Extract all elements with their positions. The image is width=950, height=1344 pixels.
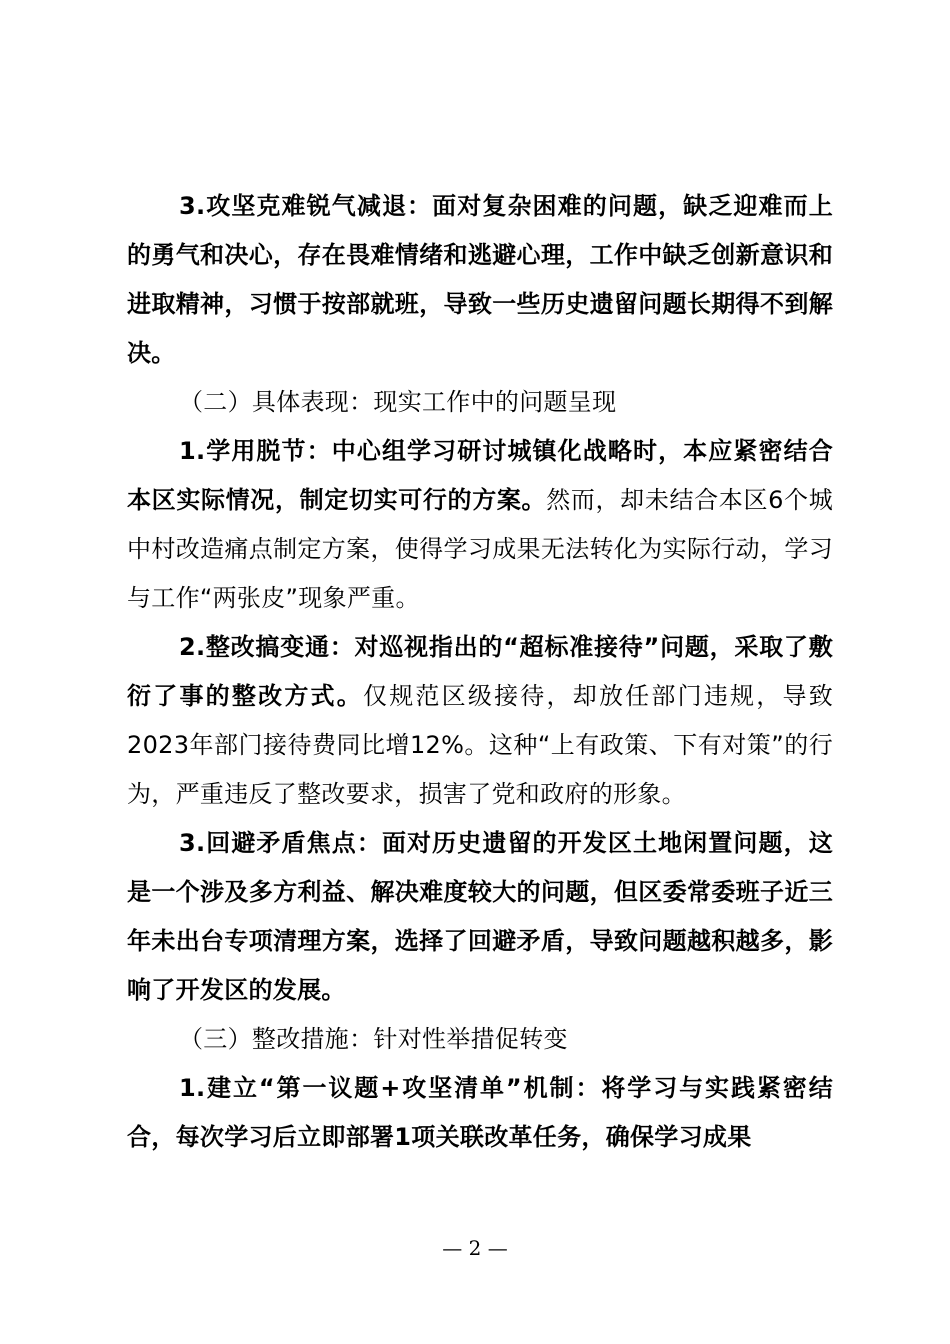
- paragraph-lead-bold: 1.学用脱节：中心组学习研讨城镇化战略时，本应紧密结合本区实际情况，制定切实可行的方案。: [127, 437, 833, 514]
- paragraph-body-text: 仅规范区级接待，却放任部门违规，导致2023年部门接待费同比增12%。这种“上有政策、下有对策”的行为，严重违反了整改要求，损害了党和政府的形象。: [127, 682, 834, 808]
- paragraph-body-text: 然而，却未结合本区6个城中村改造痛点制定方案，使得学习成果无法转化为实际行动，学习与工作“两张皮”现象严重。: [127, 486, 833, 612]
- paragraph-manifestation-1: [127, 427, 833, 623]
- page-number: — 2 —: [442, 1236, 508, 1260]
- paragraph-manifestation-3: 3.回避矛盾焦点：面对历史遗留的开发区土地闲置问题，这是一个涉及多方利益、解决难度较大的问题，但区委常委班子近三年未出台专项清理方案，选择了回避矛盾，导致问题越积越多，影响了开发区的发展。: [127, 829, 833, 1004]
- paragraph-problem-3: 3.攻坚克难锐气减退：面对复杂困难的问题，缺乏迎难而上的勇气和决心，存在畏难情绪和逃避心理，工作中缺乏创新意识和进取精神，习惯于按部就班，导致一些历史遗留问题长期得不到解决。: [127, 192, 833, 367]
- section-heading-3: （三）整改措施：针对性举措促转变: [179, 1025, 568, 1053]
- section-heading-2: （二）具体表现：现实工作中的问题呈现: [179, 388, 617, 416]
- paragraph-measure-1: 1.建立“第一议题+攻坚清单”机制：将学习与实践紧密结合，每次学习后立即部署1项关联改革任务，确保学习成果: [127, 1074, 833, 1151]
- paragraph-manifestation-2: [127, 623, 833, 819]
- document-body: [127, 182, 833, 1162]
- paragraph-lead-bold: 2.整改搞变通：对巡视指出的“超标准接待”问题，采取了敷衍了事的整改方式。: [127, 633, 833, 710]
